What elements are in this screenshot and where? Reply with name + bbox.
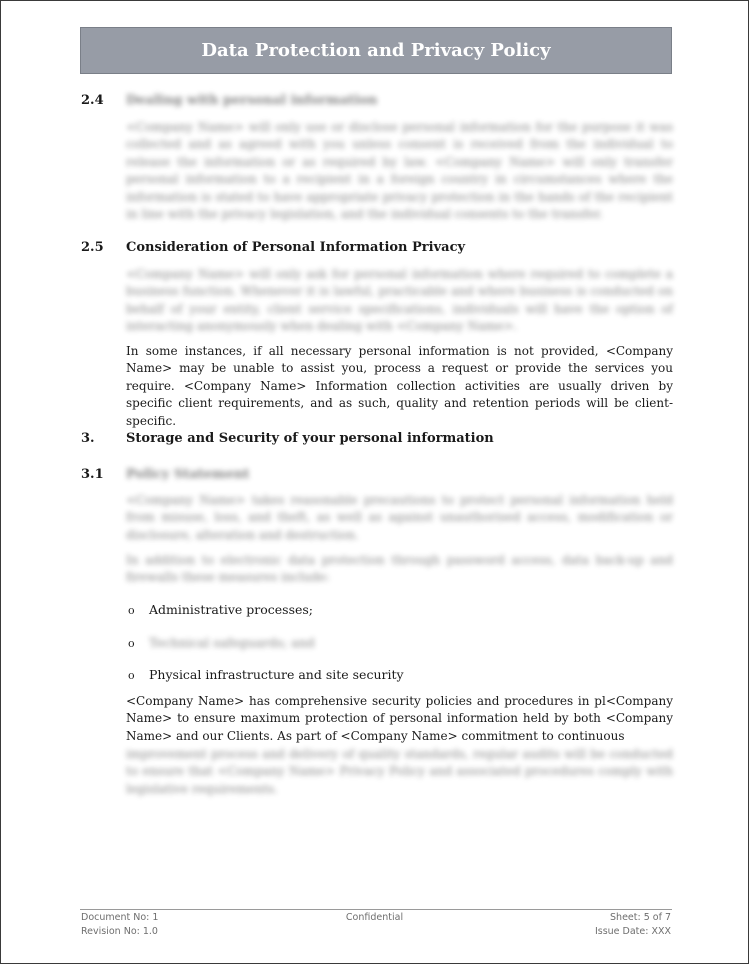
- footer-sheet: Sheet: 5 of 7: [610, 912, 671, 923]
- section-heading-3: Storage and Security of your personal information: [126, 431, 494, 446]
- section-2-5-body-blurred: <Company Name> will only ask for personal information where required to complete a business function. Whenever it is lawful, practicable and where business is conducted on behalf of your entity, client service specifications, individuals will have the option of interacting anonymously when dealing with <Company Name>.: [126, 267, 673, 334]
- section-3-1-body-final-blurred: improvement process and delivery of quality standards, regular audits will be conducted to ensure that <Company Name> Privacy Policy and associated procedures comply with legislative requirements.: [126, 747, 673, 796]
- bullet-item: Physical infrastructure and site security: [149, 667, 404, 682]
- section-3-1-body-blurred-2: In addition to electronic data protection through password access, data back-up and firewalls these measures include:: [126, 553, 673, 585]
- section-number-3-1: 3.1: [81, 467, 104, 482]
- bullet-marker: o: [128, 637, 135, 650]
- bullet-item: Administrative processes;: [149, 602, 314, 617]
- bullet-item: Technical safeguards; and: [149, 635, 315, 650]
- section-number-3: 3.: [81, 431, 95, 446]
- section-number-2-4: 2.4: [81, 93, 104, 108]
- section-heading-2-5: Consideration of Personal Information Privacy: [126, 240, 466, 255]
- section-3-1-body-blurred-1: <Company Name> takes reasonable precautions to protect personal information held from misuse, loss, and theft, as well as against unauthorised access, modification or disclosure, alteration and destruction.: [126, 493, 673, 542]
- bullet-marker: o: [128, 604, 135, 617]
- bullet-marker: o: [128, 669, 135, 682]
- footer-revision-no: Revision No: 1.0: [81, 926, 158, 937]
- footer-classification: Confidential: [345, 912, 404, 923]
- section-2-5-body: In some instances, if all necessary personal information is not provided, <Company Name> may be unable to assist you, process a request or provide the services you require. <Company Name> Information collection activities are usually driven by specific client requirements, and as such, quality and retention periods will be client-specific.: [126, 344, 673, 428]
- document-title-bar: [80, 27, 672, 74]
- document-title: Data Protection and Privacy Policy: [201, 40, 551, 61]
- section-heading-2-4: Dealing with personal information: [126, 93, 378, 108]
- footer-divider: [80, 909, 672, 910]
- section-heading-3-1: Policy Statement: [126, 467, 250, 482]
- footer-document-no: Document No: 1: [81, 912, 159, 923]
- footer-issue-date: Issue Date: XXX: [594, 926, 671, 937]
- section-2-4-body: <Company Name> will only use or disclose personal information for the purpose it was collected and as agreed with you unless consent is received from the individual to release the information or as required by law. <Company Name> will only transfer personal information to a recipient in a foreign country in circumstances where the information is stated to have appropriate privacy protection in the hands of the recipient in line with the privacy legislation, and the individual consents to the transfer.: [126, 120, 673, 222]
- section-number-2-5: 2.5: [81, 240, 104, 255]
- section-3-1-body-final: <Company Name> has comprehensive security policies and procedures in pl<Company Name> to ensure maximum protection of personal information held by both <Company Name> and our Clients. As part of <Company Name> commitment to continuous: [126, 694, 673, 743]
